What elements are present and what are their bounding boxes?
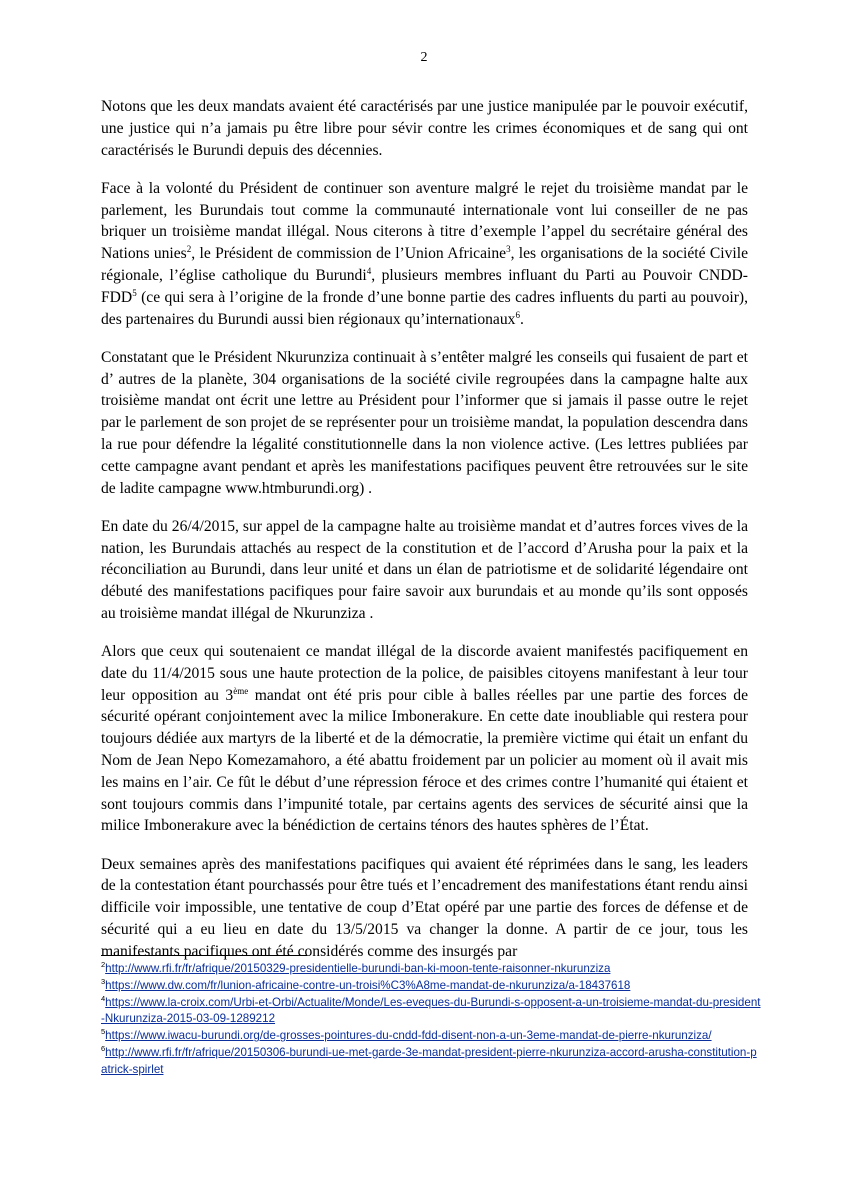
paragraph-text: mandat ont été pris pour cible à balles réelles par une partie des forces de sécurité opérant conjointement avec la milice Imbonerakure. En cette date inoubliable qui restera pour toujours dédiée aux martyrs de la liberté et de la démocratie, la première victime qui était un enfant du Nom de Jean Nepo Komezamahoro, a été abattu froidement par un policier au moment où il avait mis les mains en l’air. Ce fût le début d’une répression féroce et des crimes contre l’humanité qui étaient et sont toujours commis dans l’impunité totale, par certains agents des services de sécurité ainsi que la milice Imbonerakure avec la bénédiction de certains ténors des hautes sphères de l’État. xyxy=(101,686,748,835)
footnote-link[interactable]: https://www.la-croix.com/Urbi-et-Orbi/Actualite/Monde/Les-eveques-du-Burundi-s-opposent-a-un-troisieme-mandat-du-president-Nkurunziza-2015-03-09-1289212 xyxy=(101,995,761,1026)
paragraph-text: , plusieurs membres influant du Parti au Pouvoir CNDD-FDD xyxy=(101,266,748,306)
footnote-ref-3[interactable]: 3 xyxy=(506,243,511,254)
footnote-2 xyxy=(101,961,761,978)
footnote-separator xyxy=(101,955,307,956)
footnote-number: 5 xyxy=(101,1027,106,1037)
footnote-ref-5[interactable]: 5 xyxy=(132,287,137,298)
paragraph-text: Constatant que le Président Nkurunziza continuait à s’entêter malgré les conseils qui fusaient de part et d’ autres de la planète, 304 organisations de la société civile regroupées dans la campagne halte aux troisième mandat ont écrit une lettre au Président pour l’informer que si jamais il passe outre le rejet par le parlement de son projet de se représenter pour un troisième mandat, la population descendra dans la rue pour défendre la légalité constitutionnelle dans la non violence active. (Les lettres publiées par cette campagne avant pendant et après les manifestations pacifiques peuvent être retrouvées sur le site de ladite campagne www.htmburundi.org) . xyxy=(101,348,748,497)
footnote-number: 2 xyxy=(101,960,106,970)
footnote-ref-4[interactable]: 4 xyxy=(366,265,372,276)
footnote-4 xyxy=(101,995,761,1029)
paragraph-demonstrations-start xyxy=(101,516,748,625)
footnote-6 xyxy=(101,1045,761,1079)
footnote-link[interactable]: http://www.rfi.fr/fr/afrique/20150306-burundi-ue-met-garde-3e-mandat-president-pierre-nkurunziza-accord-arusha-constitution-patrick-spirlet xyxy=(101,1045,757,1076)
footnote-number: 3 xyxy=(101,976,106,986)
paragraph-justice xyxy=(101,96,748,161)
paragraph-third-mandate-appeals xyxy=(101,178,748,331)
footnote-number: 6 xyxy=(101,1044,106,1054)
footnotes xyxy=(101,961,761,1079)
paragraph-text: Deux semaines après des manifestations pacifiques qui avaient été réprimées dans le sang, les leaders de la contestation étant pourchassés pour être tués et l’encadrement des manifestations étant rendu ainsi difficile voir impossible, une tentative de coup d’Etat opéré par une partie des forces de défense et de sécurité qui a eu lieu en date du 13/5/2015 va changer la donne. A partir de ce jour, tous les manifestants pacifiques ont été considérés comme des insurgés par xyxy=(101,855,748,960)
paragraph-coup-attempt xyxy=(101,854,748,963)
footnote-ref-6[interactable]: 6 xyxy=(515,309,520,320)
footnote-link[interactable]: https://www.dw.com/fr/lunion-africaine-contre-un-troisi%C3%A8me-mandat-de-nkurunziza/a-18437618 xyxy=(105,978,631,992)
footnote-link[interactable]: https://www.iwacu-burundi.org/de-grosses-pointures-du-cndd-fdd-disent-non-a-un-3eme-mandat-de-pierre-nkurunziza/ xyxy=(105,1029,712,1043)
ordinal-superscript: ème xyxy=(233,685,249,696)
paragraph-text: . xyxy=(519,310,524,328)
page-number: 2 xyxy=(420,50,428,65)
footnote-number: 4 xyxy=(101,993,106,1003)
footnote-5 xyxy=(101,1028,761,1045)
paragraph-text: , les organisations de la société Civile régionale, l’église catholique du Burundi xyxy=(101,245,749,284)
body-text xyxy=(101,96,748,963)
paragraph-text: En date du 26/4/2015, sur appel de la campagne halte au troisième mandat et d’autres forces vives de la nation, les Burundais attachés au respect de la constitution et de l’accord d’Arusha pour la paix et la réconciliation au Burundi, dans leur unité et dans un élan de patriotisme et de solidarité légendaire ont débuté des manifestations pacifiques pour faire savoir aux burundais et au monde qu’ils sont opposés au troisième mandat illégal de Nkurunziza . xyxy=(101,517,748,622)
paragraph-text: , le Président de commission de l’Union Africaine xyxy=(191,245,507,263)
paragraph-text: Alors que ceux qui soutenaient ce mandat illégal de la discorde avaient manifestés pacifiquement en date du 11/4/2015 sous une haute protection de la police, de paisibles citoyens manifestant à leur tour leur opposition au 3 xyxy=(101,643,748,704)
footnote-link[interactable]: http://www.rfi.fr/fr/afrique/20150329-presidentielle-burundi-ban-ki-moon-tente-raisonner-nkurunziza xyxy=(105,962,611,975)
paragraph-repression xyxy=(101,641,748,837)
paragraph-civil-society-letter xyxy=(101,347,748,500)
footnote-3 xyxy=(101,978,761,995)
footnote-ref-2[interactable]: 2 xyxy=(186,243,192,254)
paragraph-text: Notons que les deux mandats avaient été caractérisés par une justice manipulée par le pouvoir exécutif, une justice qui n’a jamais pu être libre pour sévir contre les crimes économiques et de sang qui ont caractérisés le Burundi depuis des décennies. xyxy=(101,98,748,159)
paragraph-text: Face à la volonté du Président de continuer son aventure malgré le rejet du troisième mandat par le parlement, les Burundais tout comme la communauté internationale vont lui conseiller de ne pas briquer un troisième mandat illégal. Nous citerons à titre d’exemple l’appel du secrétaire général des Nations unies xyxy=(101,179,748,263)
paragraph-text: (ce qui sera à l’origine de la fronde d’une bonne partie des cadres influents du parti au pouvoir), des partenaires du Burundi aussi bien régionaux qu’internationaux xyxy=(101,288,748,328)
